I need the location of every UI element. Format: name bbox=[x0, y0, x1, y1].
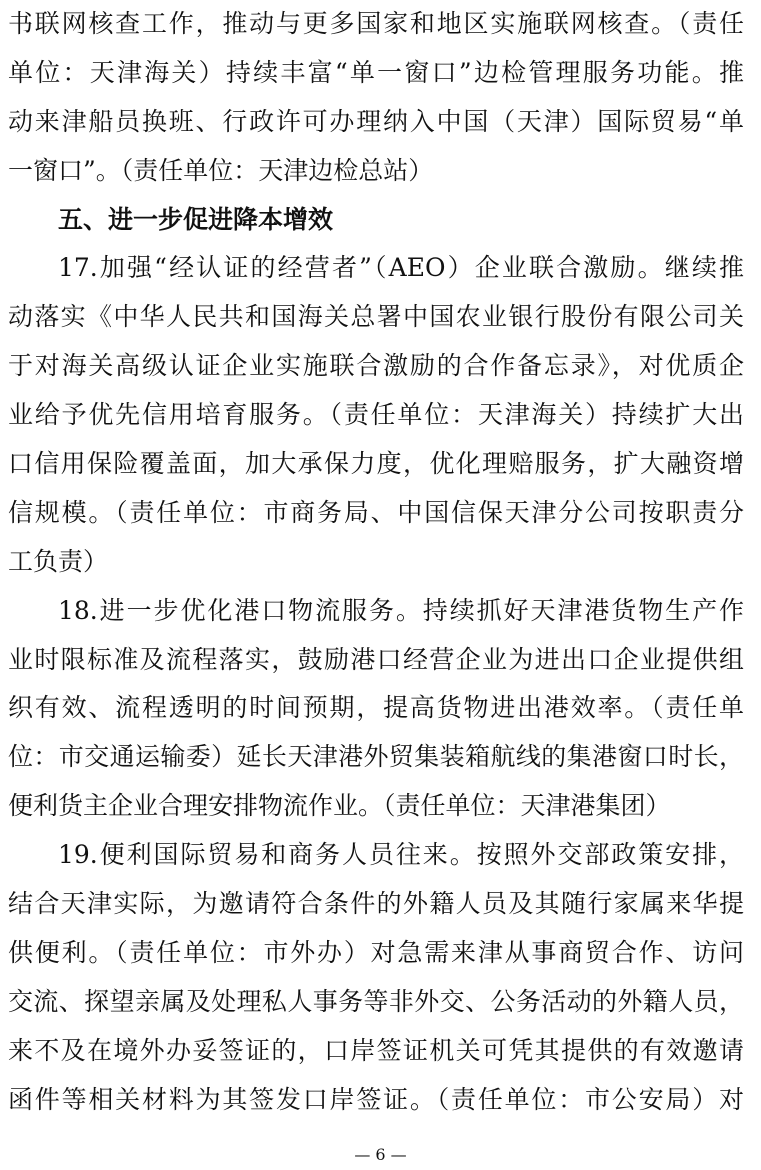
text-line: 动来津船员换班、行政许可办理纳入中国（天津）国际贸易“单 bbox=[8, 106, 744, 136]
text-line: 织有效、流程透明的时间预期，提高货物进出港效率。（责任单 bbox=[8, 693, 744, 723]
text-line: 19.便利国际贸易和商务人员往来。按照外交部政策安排， bbox=[58, 840, 744, 870]
text-line: 动落实《中华人民共和国海关总署中国农业银行股份有限公司关 bbox=[8, 302, 744, 332]
text-line: 信规模。（责任单位：市商务局、中国信保天津分公司按职责分 bbox=[8, 497, 744, 527]
text-line: 单位：天津海关）持续丰富“单一窗口”边检管理服务功能。推 bbox=[8, 57, 744, 87]
text-line: 书联网核查工作，推动与更多国家和地区实施联网核查。（责任 bbox=[8, 9, 744, 38]
text-line: 函件等相关材料为其签发口岸签证。（责任单位：市公安局）对 bbox=[8, 1084, 744, 1114]
text-line: 工负责） bbox=[8, 546, 109, 576]
text-line: 17.加强“经认证的经营者”（AEO）企业联合激励。继续推 bbox=[58, 253, 744, 283]
text-line: 18.进一步优化港口物流服务。持续抓好天津港货物生产作 bbox=[58, 595, 744, 625]
text-line: 供便利。（责任单位：市外办）对急需来津从事商贸合作、访问 bbox=[8, 937, 744, 967]
body-text bbox=[8, 0, 744, 1124]
section-heading: 五、进一步促进降本增效 bbox=[58, 204, 334, 234]
page-number: — 6 — bbox=[354, 1145, 407, 1164]
text-line: 交流、探望亲属及处理私人事务等非外交、公务活动的外籍人员， bbox=[8, 986, 744, 1016]
text-line: 业给予优先信用培育服务。（责任单位：天津海关）持续扩大出 bbox=[8, 400, 744, 430]
text-line: 位：市交通运输委）延长天津港外贸集装箱航线的集港窗口时长， bbox=[8, 742, 744, 772]
text-line: 口信用保险覆盖面，加大承保力度，优化理赔服务，扩大融资增 bbox=[8, 449, 744, 479]
text-line: 来不及在境外办妥签证的，口岸签证机关可凭其提供的有效邀请 bbox=[8, 1035, 744, 1065]
text-line: 便利货主企业合理安排物流作业。（责任单位：天津港集团） bbox=[8, 791, 671, 821]
text-line: 于对海关高级认证企业实施联合激励的合作备忘录》，对优质企 bbox=[8, 351, 744, 381]
text-line: 一窗口”。（责任单位：天津边检总站） bbox=[8, 155, 434, 185]
text-line: 业时限标准及流程落实，鼓励港口经营企业为进出口企业提供组 bbox=[8, 644, 744, 674]
text-line: 结合天津实际，为邀请符合条件的外籍人员及其随行家属来华提 bbox=[8, 889, 744, 919]
